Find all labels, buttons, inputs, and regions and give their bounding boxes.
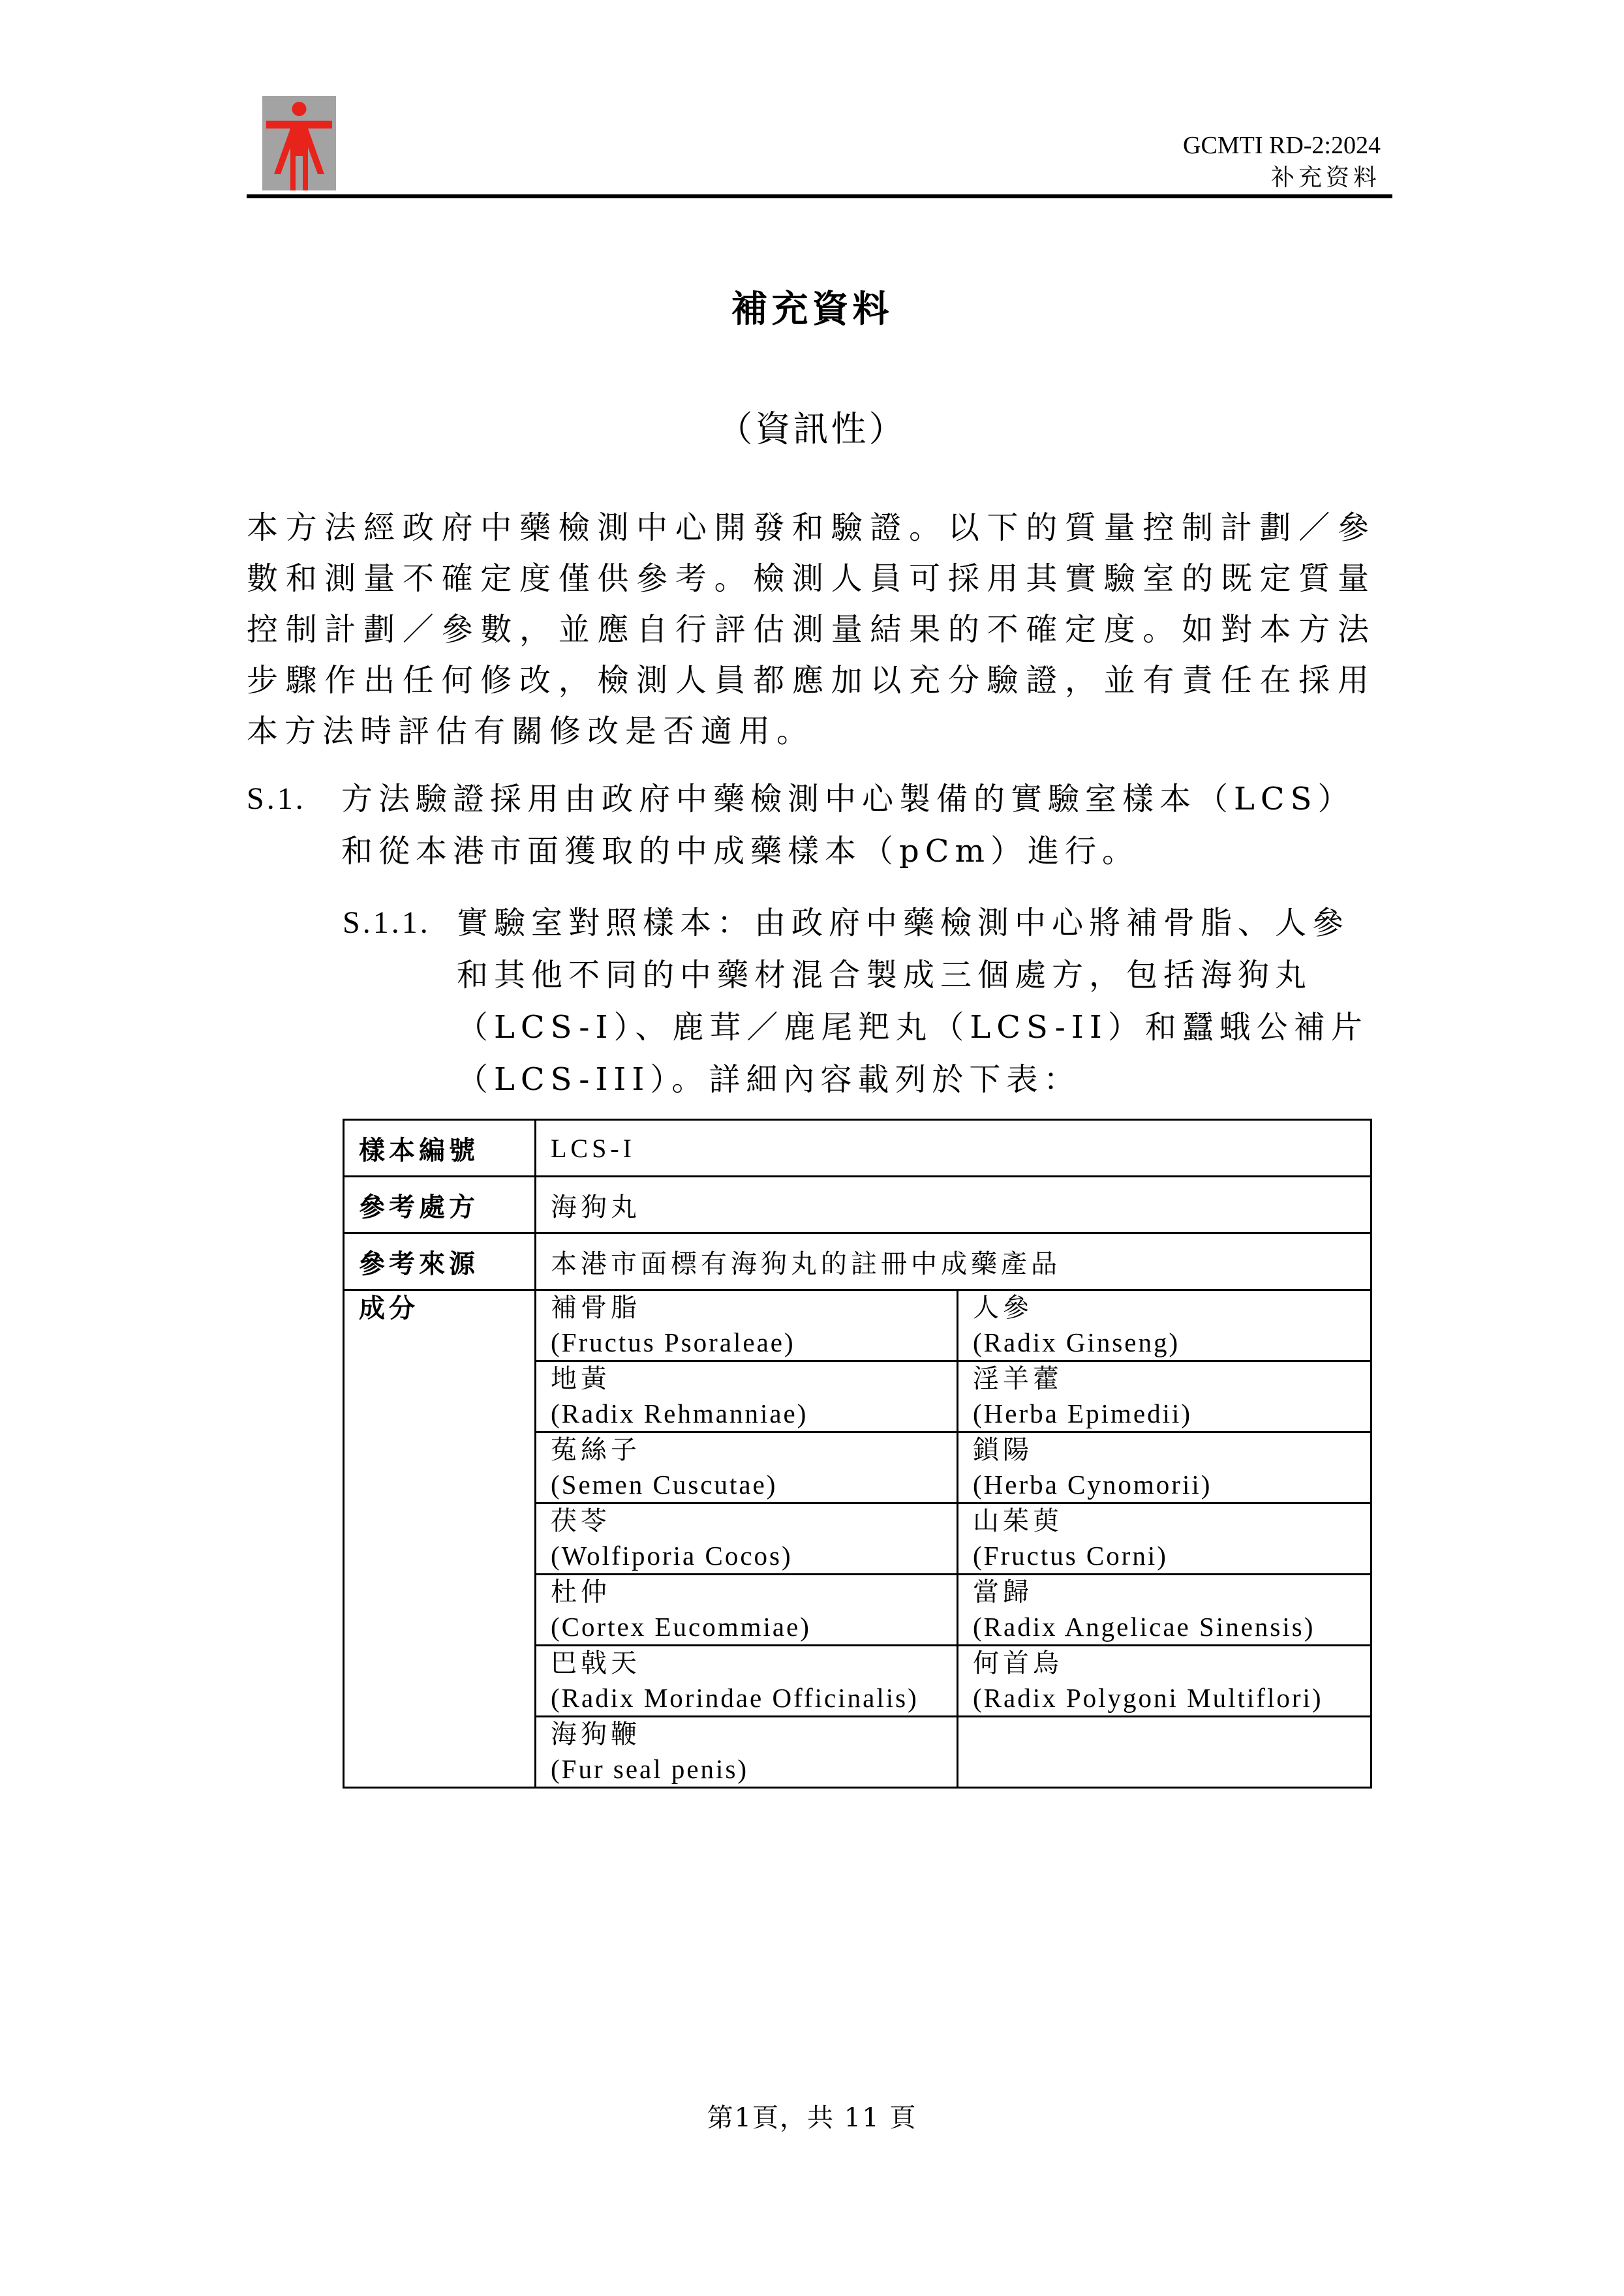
sample-table xyxy=(343,1119,1372,1789)
ingredient-latin-name: (Radix Rehmanniae) xyxy=(551,1398,808,1428)
section-text: 實驗室對照樣本：由政府中藥檢測中心將補骨脂、人參和其他不同的中藥材混合製成三個處方，包括海狗丸（LCS-I）、鹿茸／鹿尾羓丸（LCS-II）和蠶蛾公補片（LCS-III）。詳細內容載列於下表： xyxy=(457,905,1368,1098)
section-number: S.1. xyxy=(247,781,306,816)
section-s1 xyxy=(247,773,1375,877)
ingredient-cell xyxy=(958,1432,1371,1503)
ingredient-cell xyxy=(536,1503,958,1575)
ingredient-latin-name: (Herba Cynomorii) xyxy=(973,1470,1212,1500)
table-row xyxy=(344,1233,1371,1290)
ingredient-cell xyxy=(958,1361,1371,1432)
ingredient-chinese-name: 淫羊藿 xyxy=(973,1364,1063,1394)
row-value: 海狗丸 xyxy=(536,1177,1371,1233)
row-label: 樣本編號 xyxy=(344,1120,536,1177)
table-row xyxy=(344,1177,1371,1233)
ingredient-chinese-name: 鎖陽 xyxy=(973,1435,1033,1465)
ingredient-latin-name: (Cortex Eucommiae) xyxy=(551,1612,811,1642)
ingredient-chinese-name: 當歸 xyxy=(973,1577,1033,1607)
section-text: 方法驗證採用由政府中藥檢測中心製備的實驗室樣本（LCS）和從本港市面獲取的中成藥樣本（pCm）進行。 xyxy=(341,781,1355,869)
ingredient-chinese-name: 巴戟天 xyxy=(551,1648,641,1678)
ingredient-cell xyxy=(958,1646,1371,1717)
page-title: 補充資料 xyxy=(731,288,893,331)
ingredient-latin-name: (Radix Angelicae Sinensis) xyxy=(973,1612,1315,1642)
ingredient-chinese-name: 杜仲 xyxy=(551,1577,611,1607)
header-divider xyxy=(247,194,1392,198)
ingredient-latin-name: (Fructus Corni) xyxy=(973,1541,1168,1571)
table-row xyxy=(344,1120,1371,1177)
ingredient-cell xyxy=(536,1432,958,1503)
row-value: 本港市面標有海狗丸的註冊中成藥產品 xyxy=(536,1233,1371,1290)
section-number: S.1.1. xyxy=(343,905,431,940)
document-header xyxy=(1183,129,1381,194)
row-value: LCS-I xyxy=(536,1120,1371,1177)
ingredient-latin-name: (Wolfiporia Cocos) xyxy=(551,1541,793,1571)
ingredient-cell xyxy=(958,1575,1371,1646)
document-code: GCMTI RD-2:2024 xyxy=(1183,132,1381,159)
ingredient-chinese-name: 何首烏 xyxy=(973,1648,1063,1678)
ingredient-latin-name: (Herba Epimedii) xyxy=(973,1398,1193,1428)
intro-paragraph: 本方法經政府中藥檢測中心開發和驗證。以下的質量控制計劃／參數和測量不確定度僅供參考。檢測人員可採用其實驗室的既定質量控制計劃／參數，並應自行評估測量結果的不確定度。如對本方法步驟作出任何修改，檢測人員都應加以充分驗證，並有責任在採用本方法時評估有關修改是否適用。 xyxy=(247,509,1375,749)
ingredient-cell xyxy=(536,1290,958,1361)
ingredient-cell xyxy=(958,1503,1371,1575)
ingredient-chinese-name: 人參 xyxy=(973,1293,1033,1323)
ingredient-chinese-name: 山茱萸 xyxy=(973,1506,1063,1536)
ingredient-latin-name: (Radix Polygoni Multiflori) xyxy=(973,1683,1323,1713)
ingredient-latin-name: (Radix Ginseng) xyxy=(973,1327,1180,1357)
ingredient-chinese-name: 菟絲子 xyxy=(551,1435,641,1465)
ingredient-cell xyxy=(958,1717,1371,1788)
row-label: 參考來源 xyxy=(344,1233,536,1290)
ingredient-cell xyxy=(536,1361,958,1432)
ingredient-latin-name: (Semen Cuscutae) xyxy=(551,1470,778,1500)
ingredient-chinese-name: 地黃 xyxy=(551,1364,611,1394)
organization-logo xyxy=(262,96,336,190)
ingredient-cell xyxy=(536,1646,958,1717)
document-subheading: 补充资料 xyxy=(1270,164,1381,191)
ingredient-latin-name: (Fructus Psoraleae) xyxy=(551,1327,795,1357)
ingredient-cell xyxy=(536,1717,958,1788)
ingredient-row xyxy=(344,1290,1371,1361)
page-footer: 第1頁，共 11 頁 xyxy=(707,2103,917,2133)
page-subtitle: （資訊性） xyxy=(717,408,907,449)
section-s1-1 xyxy=(343,897,1377,1106)
ingredient-cell xyxy=(536,1575,958,1646)
ingredient-chinese-name: 茯苓 xyxy=(551,1506,611,1536)
ingredient-chinese-name: 海狗鞭 xyxy=(551,1719,641,1749)
ingredients-label: 成分 xyxy=(344,1290,536,1788)
row-label: 參考處方 xyxy=(344,1177,536,1233)
ingredient-latin-name: (Fur seal penis) xyxy=(551,1754,749,1784)
ingredient-chinese-name: 補骨脂 xyxy=(551,1293,641,1323)
ingredient-cell xyxy=(958,1290,1371,1361)
ingredient-latin-name: (Radix Morindae Officinalis) xyxy=(551,1683,919,1713)
